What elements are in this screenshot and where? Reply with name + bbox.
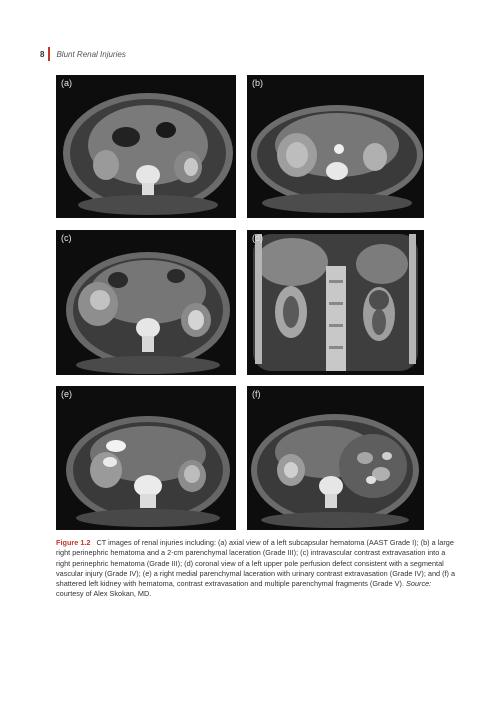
ct-panel-d — [247, 230, 424, 375]
ct-image-d — [247, 230, 424, 375]
ct-image-e — [56, 386, 236, 530]
panel-label-b: (b) — [252, 78, 263, 88]
page-number: 8 — [40, 49, 45, 59]
ct-panel-e — [56, 386, 236, 530]
header-divider — [48, 47, 50, 61]
source-text: courtesy of Alex Skokan, MD. — [56, 589, 152, 599]
panel-label-e: (e) — [61, 389, 72, 399]
caption-text: CT images of renal injuries including: (a) axial view of a left subcapsular hematoma (AAST Grade I); (b) a large right perinephric hematoma and a 2-cm parenchymal laceration (Grade III); (c) intravascular contrast extravasation into a right perinephric hematoma (Grade III); (d) coronal view of a left upper pole perfusion defect consistent with a segmental vascular injury (Grade IV); (e) a right medial parenchymal laceration with urinary contrast extravasation (Grade IV); and (f) a shattered left kidney with hematoma, contrast extravasation and multiple parenchymal fragments (Grade V). — [56, 538, 456, 589]
running-header — [40, 47, 126, 61]
ct-image-f — [247, 386, 424, 530]
figure-caption — [56, 538, 456, 600]
running-title: Blunt Renal Injuries — [56, 49, 126, 59]
panel-label-f: (f) — [252, 389, 261, 399]
ct-panel-b — [247, 75, 424, 218]
panel-label-d: (d) — [252, 233, 263, 243]
ct-panel-f — [247, 386, 424, 530]
panel-label-c: (c) — [61, 233, 72, 243]
ct-image-a — [56, 75, 236, 218]
source-label: Source: — [406, 579, 432, 589]
figure-label: Figure 1.2 — [56, 538, 91, 547]
ct-image-c — [56, 230, 236, 375]
ct-image-b — [247, 75, 424, 218]
panel-label-a: (a) — [61, 78, 72, 88]
ct-panel-c — [56, 230, 236, 375]
ct-panel-a — [56, 75, 236, 218]
